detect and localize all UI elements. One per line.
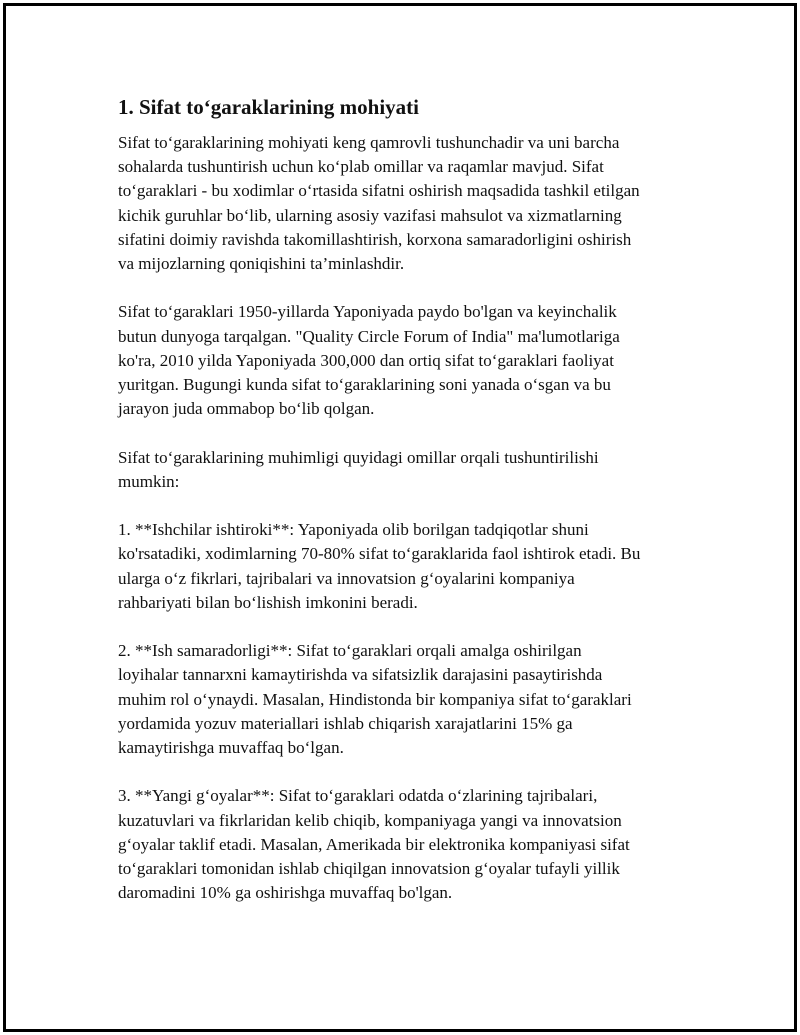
list-item-work-efficiency: 2. **Ish samaradorligi**: Sifat to‘garaklari orqali amalga oshirilgan loyihalar tannarxni kamaytirishda va sifatsizlik darajasini pasaytirishda muhim rol o‘ynaydi. Masalan, Hindistonda bir kompaniya sifat to‘garaklari yordamida yozuv materiallari ishlab chiqarish xarajatlarini 15% ga kamaytirishga muvaffaq bo‘lgan. [118,641,632,758]
document-body [118,93,693,930]
section-heading: 1. Sifat to‘garaklarining mohiyati [118,95,420,119]
list-item-new-ideas: 3. **Yangi g‘oyalar**: Sifat to‘garaklari odatda o‘zlarining tajribalari, kuzatuvlari va fikrlaridan kelib chiqib, kompaniyaga yangi va innovatsion g‘oyalar taklif etadi. Masalan, Amerikada bir elektronika kompaniyasi sifat to‘garaklari tomonidan ishlab chiqilgan innovatsion g‘oyalar tufayli yillik daromadini 10% ga oshirishga muvaffaq bo'lgan. [118,786,630,903]
paragraph-history: Sifat to‘garaklari 1950-yillarda Yaponiyada paydo bo'lgan va keyinchalik butun dunyoga tarqalgan. "Quality Circle Forum of India" ma'lumotlariga ko'ra, 2010 yilda Yaponiyada 300,000 dan ortiq sifat to‘garaklari faoliyat yuritgan. Bugungi kunda sifat to‘garaklarining soni yanada o‘sgan va bu jarayon juda ommabop bo‘lib qolgan. [118,302,620,419]
paragraph-importance-intro: Sifat to‘garaklarining muhimligi quyidagi omillar orqali tushuntirilishi mumkin: [118,447,599,491]
list-item-worker-participation: 1. **Ishchilar ishtiroki**: Yaponiyada olib borilgan tadqiqotlar shuni ko'rsatadiki, xodimlarning 70-80% sifat to‘garaklarida faol ishtirok etadi. Bu ularga o‘z fikrlari, tajribalari va innovatsion g‘oyalarini kompaniya rahbariyati bilan bo‘lishish imkonini beradi. [118,520,641,612]
paragraph-definition: Sifat to‘garaklarining mohiyati keng qamrovli tushunchadir va uni barcha sohalarda tushuntirish uchun ko‘plab omillar va raqamlar mavjud. Sifat to‘garaklari - bu xodimlar o‘rtasida sifatni oshirish maqsadida tashkil etilgan kichik guruhlar bo‘lib, ularning asosiy vazifasi mahsulot va xizmatlarning sifatini doimiy ravishda takomillashtirish, korxona samaradorligini oshirish va mijozlarning qoniqishini ta’minlashdir. [118,133,640,274]
